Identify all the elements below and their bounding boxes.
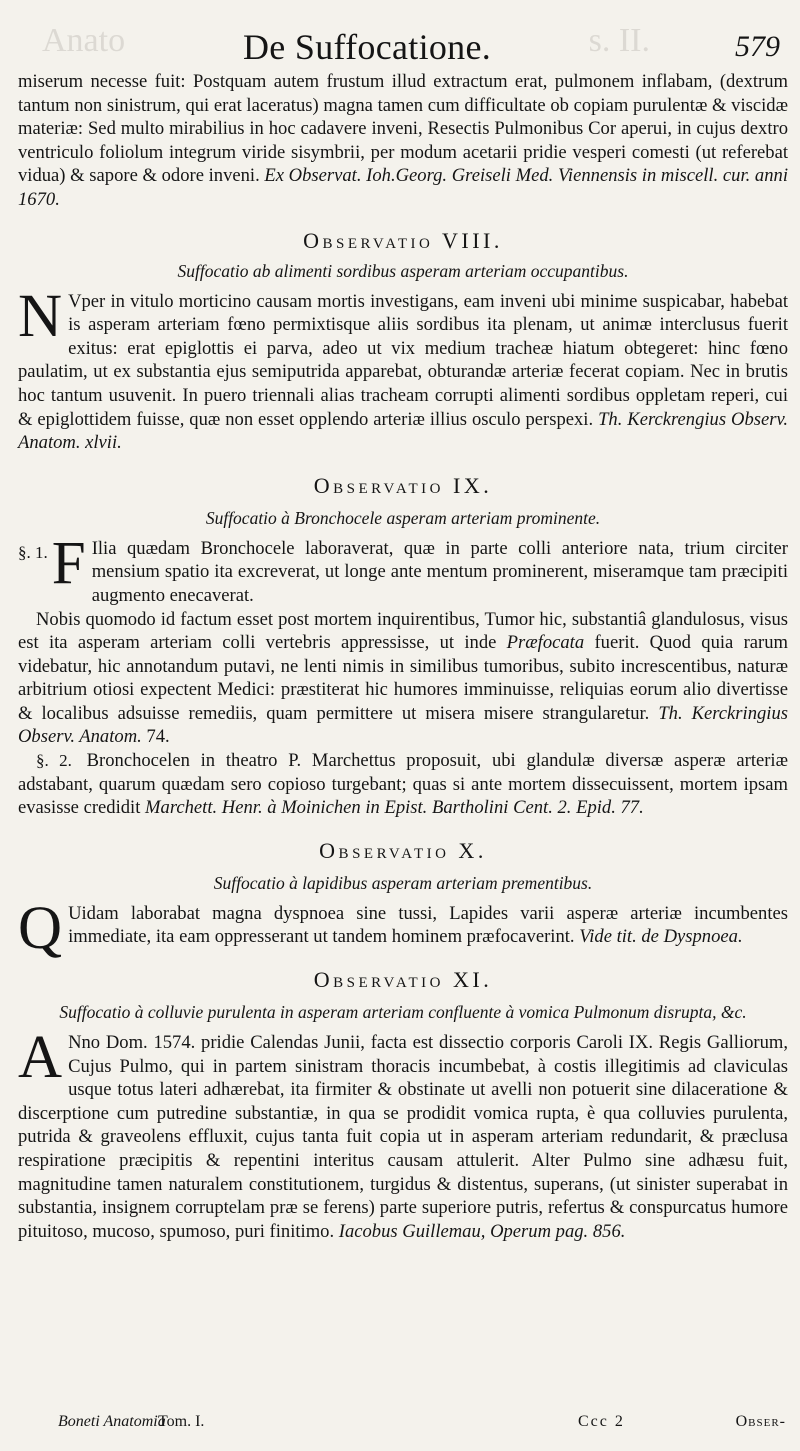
section-mark: §. 1. <box>18 542 48 562</box>
footer-book-title: Boneti Anatomia <box>58 1413 166 1430</box>
paragraph-citation: Marchett. Henr. à Moinichen in Epist. Bartholini Cent. 2. Epid. 77. <box>145 797 644 819</box>
observation-heading: Observatio VIII. <box>303 227 503 253</box>
drop-cap: A <box>18 1024 63 1092</box>
observation-subtitle: Suffocatio à lapidibus asperam arteriam prementibus. <box>213 872 593 893</box>
observation-ix <box>18 473 788 820</box>
continuation-text: miserum necesse fuit: Postquam autem frustum illud extractum erat, pulmonem inflabam, (dextrum tantum non sinistrum, qui erat laceratus) magna tamen cum difficultate ob copiam purulentæ & viscidæ materiæ: Sed multo mirabilius in hoc cadavere inveni, Resectis Pulmonibus Cor aperui, in cujus dextro ventriculo foliolum integrum viride sisymbrii, per modum acetarii pridie vesperi comesti (ut referebat vidua) & sapore & odore inveni. <box>18 71 788 187</box>
observation-subtitle: Suffocatio ab alimenti sordibus asperam arteriam occupantibus. <box>177 260 629 281</box>
observation-subtitle: Suffocatio à colluvie purulenta in asperam arteriam confluente à vomica Pulmonum disrupta, &c. <box>59 1002 747 1023</box>
footer-catchword: Obser- <box>735 1413 786 1430</box>
bleed-through-left: Anato <box>42 22 126 59</box>
running-header <box>18 18 788 68</box>
observation-viii <box>18 228 788 455</box>
observation-citation: Vide tit. de Dyspnoea. <box>579 926 743 948</box>
observation-citation: Th. Kerckrengius Observ. Anatom. xlvii. <box>18 408 788 454</box>
page-title: De Suffocatione. <box>243 27 492 67</box>
drop-cap: F <box>51 529 86 597</box>
paragraph-citation-number: 74. <box>146 726 170 748</box>
observation-text: Nno Dom. 1574. pridie Calendas Junii, facta est dissectio corporis Caroli IX. Regis Galliorum, Cujus Pulmo, qui in partem sinistram thoracis incumbebat, à costis illegitimis ad claviculas usque totus lateri adhærebat, ita firmiter & obstinate ut avelli non potuerit sine dilaceratione & discerptione cum putredine substantiæ, in qua se prodidit vomica rupta, è qua colluvies purulenta, putrida & graveolens effluxit, cujus tanta fuit copia ut in asperam arteriam redundarit, & præclusa respiratione præcipitis & repentini interitus causam attulerit. Alter Pulmo sine adhæsu fuit, magnitudine tamen naturalem constitutionem, turgidus & distentus, superans, (ut sinister superabat in substantia, insignem corruptelam præ se ferens) parte superiore putris, refertus & conspurcatus humore pituitoso, mucoso, spumoso, puri finitimo. <box>18 1032 788 1242</box>
paragraph-text-continued: fuerit. Quod quia rarum videbatur, hic annotandum putavi, ne lenti nimis in similibus tumoribus, subito increscentibus, naturæ arbitrium otiosi expectent Medici: præstiterat hic humores imminuisse, reliquias eorum alio divertisse & localibus adsuisse remediis, quam permittere ut misera misere strangularetur. <box>18 632 788 724</box>
observation-subtitle: Suffocatio à Bronchocele asperam arteriam prominente. <box>205 507 601 528</box>
observation-text: Uidam laborabat magna dyspnoea sine tussi, Lapides varii asperæ arteriæ incumbentes immediate, ita eam oppresserant ut tandem hominem præfocaverint. <box>68 902 788 948</box>
paragraph-text: Nobis quomodo id factum esset post mortem inquirentibus, Tumor hic, substantiâ glandulosus, visus est ita asperam arteriam colli vertebris appressisse, ut inde <box>18 608 788 654</box>
observation-citation: Iacobus Guillemau, Operum pag. 856. <box>338 1220 626 1242</box>
footer-signature-mark: Ccc 2 <box>578 1413 625 1430</box>
observation-heading: Observatio XI. <box>313 967 493 993</box>
observation-heading: Observatio IX. <box>313 472 493 498</box>
footer-volume: Tom. I. <box>158 1413 205 1430</box>
bleed-through-right: s. II. <box>588 22 650 59</box>
drop-cap: Q <box>18 894 63 962</box>
drop-cap: N <box>18 282 63 350</box>
continuation-citation: Ex Observat. Ioh.Georg. Greiseli Med. Viennensis in miscell. cur. anni 1670. <box>18 165 788 210</box>
observation-heading: Observatio X. <box>319 837 487 863</box>
paragraph-citation: Th. Kerckringius Observ. Anatom. <box>18 702 789 748</box>
paragraph-text: Ilia quædam Bronchocele laboraverat, quæ in parte colli anteriore nata, trium circiter mensium spatio ita excreverat, ut longe ante mentum prominerent, miseramque tam præcipiti augmento enecaverat. <box>91 537 788 606</box>
paragraph-text: Bronchocelen in theatro P. Marchettus proposuit, ubi glandulæ diversæ asperæ arteriæ adstabant, quarum quædam sero copioso turgebant; quas si ante mortem dissecuissent, mortem ipsam evasisse credidit <box>18 750 789 819</box>
observation-text: Vper in vitulo morticino causam mortis investigans, eam inveni ubi minime suspicabar, habebat is asperam arteriam fœno permixtisque aliis sordibus ita plenam, ut animæ interclusus fuerit exitus: erat epiglottis ei parva, adeo ut vix medium tracheæ hiatum obtegeret: hinc fœno paulatim, ut ex substantia ejus semiputrida apparebat, obturandæ arteriæ fecerat copiam. Nec in brutis hoc tantum usuvenit. In puero triennali alias tracheam corrupti alimenti sordibus oppletam reperi, cui & epiglottidem fuisse, quæ non esset opplendo arteriæ illius osculo perspexi. <box>18 290 788 430</box>
page-number: 579 <box>735 30 780 63</box>
emphasis-word: Præfocata <box>506 632 585 654</box>
observation-xi <box>18 967 788 1243</box>
continuation-paragraph <box>18 70 788 212</box>
page <box>18 18 788 1243</box>
section-mark: §. 2. <box>36 751 72 771</box>
observation-x <box>18 837 788 962</box>
running-footer <box>58 1413 786 1439</box>
